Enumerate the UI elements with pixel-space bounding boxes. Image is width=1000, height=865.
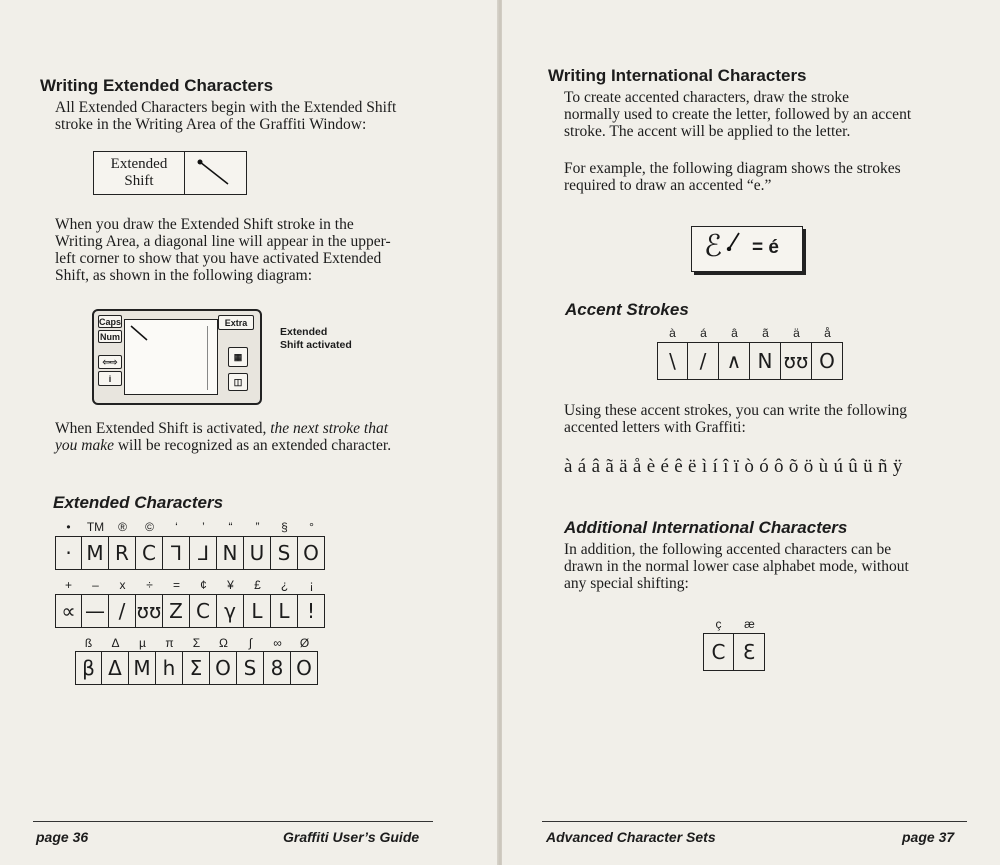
ext-row1-stroke-cell: ᒧ [190,536,217,570]
heading-additional-international: Additional International Characters [564,518,848,537]
device-caption-1: Extended [280,326,328,338]
accent-label: ã [762,326,769,340]
ext-row2-stroke-cell: L [271,594,298,628]
ext-row2-label: ¿ [280,578,289,592]
para1-line2: stroke in the Writing Area of the Graffiti Window: [55,116,367,133]
para1-line1: All Extended Characters begin with the Extended Shift [55,99,397,116]
ext-row1-stroke-cell: N [217,536,244,570]
ext-row2-label: £ [254,578,261,592]
ext-row2-label: ¡ [309,578,314,592]
para2-line4: Shift, as shown in the following diagram: [55,267,313,284]
extended-shift-box [93,151,247,195]
ext-row2-stroke-cell: γ [217,594,244,628]
ext-row2-stroke-cell: ∝ [55,594,82,628]
ext-row1-label: ® [118,520,127,534]
heading-writing-international: Writing International Characters [548,66,807,85]
info-icon: i [98,371,122,386]
r-para2-line2: required to draw an accented “e.” [564,177,772,194]
e-stroke-icon: ℰ [704,229,723,264]
ext-row1-label: • [66,520,71,534]
ext-row3-label: Ω [219,636,228,650]
ext-row3-stroke-cell: Σ [183,651,210,685]
ext-row2-label: ¢ [200,578,207,592]
ext-row1-stroke-cell: O [298,536,325,570]
extra-button: Extra [218,315,254,330]
ext-row2-stroke-cell: C [190,594,217,628]
ext-row2-label: + [64,578,72,592]
footer-book-title: Graffiti User’s Guide [283,829,420,845]
r-footer-section-title: Advanced Character Sets [546,829,716,845]
ext-row1-label: TM [86,520,105,534]
ext-row3-stroke-cell: S [237,651,264,685]
ext-row3-label: µ [139,636,146,650]
arrows-icon: ⇦⇨ [98,355,122,369]
ext-row1-label: ‘ [175,520,178,534]
para3-line1 [55,420,388,437]
accent-labels [657,326,843,340]
ext-row1-stroke-cell: M [82,536,109,570]
ext-row1-label: ’ [202,520,205,534]
intl-stroke-cell: Ɛ [734,633,765,671]
left-page [0,0,498,865]
r-para3-line1: Using these accent strokes, you can write the following [564,402,908,419]
r-footer-page-number: page 37 [902,829,955,845]
accent-label: â [731,326,738,340]
accent-label: ä [793,326,800,340]
ext-row1-stroke-cell: ᒣ [163,536,190,570]
ext-row3-label: π [165,636,174,650]
graffiti-device-diagram [92,309,262,405]
r-para4-line3: any special shifting: [564,575,689,592]
footer-rule [33,821,433,822]
para2-line3: left corner to show that you have activated Extended [55,250,382,267]
accent-stroke-cell: \ [657,342,688,380]
ext-row2-label: ¥ [227,578,234,592]
ext-row3-stroke-cell: Δ [102,651,129,685]
row3-labels [75,636,318,650]
ext-row2-stroke-cell: — [82,594,109,628]
row1-strokes [55,536,325,570]
ext-row1-stroke-cell: S [271,536,298,570]
ext-row2-stroke-cell: L [244,594,271,628]
accent-label: à [669,326,676,340]
ext-row1-stroke-cell: C [136,536,163,570]
para3-line2 [55,437,391,454]
ext-row3-label: Σ [192,636,201,650]
row3-strokes [75,651,318,685]
ext-row3-stroke-cell: h [156,651,183,685]
ext-shift-label-1: Extended [110,156,168,172]
ext-row2-stroke-cell: Z [163,594,190,628]
para3-part-a: When Extended Shift is activated, [55,420,271,437]
accent-stroke-cell: O [812,342,843,380]
intl-strokes [703,633,765,671]
diagonal-stroke-icon [194,158,234,188]
ext-row1-label: © [145,520,154,534]
para3-part-b: the next stroke that [270,420,389,437]
heading-extended-characters: Extended Characters [53,493,224,512]
ext-row1-label: “ [228,520,233,534]
ext-row2-label: = [172,578,180,592]
intl-stroke-cell: C [703,633,734,671]
ext-row3-stroke-cell: O [210,651,237,685]
row1-labels [55,520,325,534]
ext-row1-label: § [281,520,288,534]
intl-label: ç [715,617,722,631]
ext-row2-stroke-cell: / [109,594,136,628]
ext-row3-stroke-cell: M [129,651,156,685]
accent-stroke-icon [726,231,742,251]
ext-row1-stroke-cell: · [55,536,82,570]
ext-row1-label: ” [255,520,260,534]
para3-part-d: will be recognized as an extended character. [113,437,392,454]
ext-row3-stroke-cell: O [291,651,318,685]
writing-area [124,319,218,395]
r-para1-line2: normally used to create the letter, followed by an accent [564,106,912,123]
ext-row3-label: Δ [111,636,120,650]
ext-row2-stroke-cell: ʊʊ [136,594,163,628]
accent-stroke-cell: N [750,342,781,380]
accented-letters-list: à á â ã ä å è é ê ë ì í î ï ò ó ô õ ö ù ú û ü ñ ÿ [564,456,903,477]
right-page [502,0,1000,865]
intl-labels [703,617,765,631]
accent-stroke-cell: / [688,342,719,380]
r-footer-rule [542,821,967,822]
ext-row3-stroke-cell: β [75,651,102,685]
ext-row3-label: ß [84,636,93,650]
r-para4-line1: In addition, the following accented characters can be [564,541,892,558]
para2-line2: Writing Area, a diagonal line will appear in the upper- [55,233,391,250]
row2-strokes [55,594,325,628]
para3-part-c: you make [55,437,114,454]
accent-strokes [657,342,843,380]
ext-row1-label: ° [309,520,314,534]
ext-row1-stroke-cell: U [244,536,271,570]
ext-row3-label: ∞ [273,636,282,650]
r-para2-line1: For example, the following diagram shows the strokes [564,160,901,177]
r-para1-line3: stroke. The accent will be applied to the letter. [564,123,851,140]
num-button: Num [100,331,120,342]
ext-row2-label: x [119,578,126,592]
footer-page-number: page 36 [36,829,89,845]
device-caption-2: Shift activated [280,339,352,351]
r-para3-line2: accented letters with Graffiti: [564,419,746,436]
ext-shift-label-2: Shift [124,173,154,189]
shift-indicator-icon [125,320,217,394]
ext-row3-label: Ø [299,636,310,650]
accent-label: å [824,326,831,340]
r-para4-line2: drawn in the normal lower case alphabet mode, without [564,558,909,575]
ext-row2-stroke-cell: ! [298,594,325,628]
accent-example-box [691,226,803,272]
ext-row3-stroke-cell: 8 [264,651,291,685]
accent-stroke-cell: ∧ [719,342,750,380]
example-result: = é [752,237,779,258]
ext-row3-label: ∫ [248,636,253,650]
ext-row2-label: – [92,578,99,592]
heading-writing-extended: Writing Extended Characters [40,76,274,95]
find-icon: ◫ [228,373,248,391]
accent-stroke-cell: ʊʊ [781,342,812,380]
intl-label: æ [744,617,755,631]
caps-button: Caps [99,316,122,327]
ext-row2-label: ÷ [146,578,153,592]
ext-row1-stroke-cell: R [109,536,136,570]
para2-line1: When you draw the Extended Shift stroke in the [55,216,354,233]
heading-accent-strokes: Accent Strokes [565,300,689,319]
row2-labels [55,578,325,592]
accent-label: á [700,326,707,340]
calc-icon: ▦ [228,347,248,367]
r-para1-line1: To create accented characters, draw the stroke [564,89,850,106]
